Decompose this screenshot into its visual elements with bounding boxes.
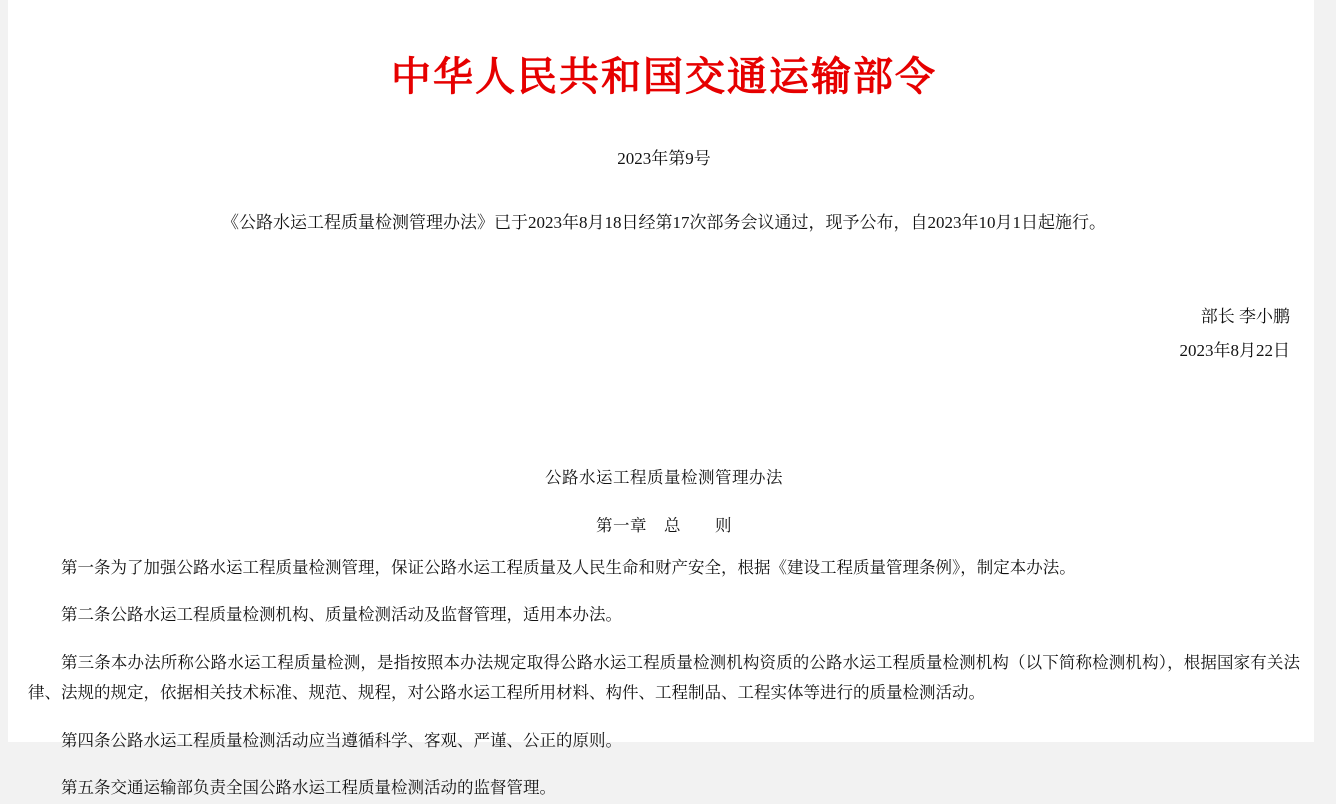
article-paragraph: 第四条公路水运工程质量检测活动应当遵循科学、客观、严谨、公正的原则。 (61, 730, 622, 750)
signature-date: 2023年8月22日 (1179, 340, 1290, 360)
regulation-title: 公路水运工程质量检测管理办法 (545, 467, 783, 487)
article-paragraph: 第五条交通运输部负责全国公路水运工程质量检测活动的监督管理。 (61, 778, 556, 798)
page-right-margin (1314, 0, 1336, 742)
document-number: 2023年第9号 (617, 149, 711, 168)
announcement-paragraph: 《公路水运工程质量检测管理办法》已于2023年8月18日经第17次部务会议通过，现予公布，自2023年10月1日起施行。 (222, 213, 1106, 232)
chapter-title: 第一章 总 则 (596, 515, 732, 535)
article-paragraph: 第三条本办法所称公路水运工程质量检测，是指按照本办法规定取得公路水运工程质量检测机构资质的公路水运工程质量检测机构（以下简称检测机构），根据国家有关法律、法规的规定，依据相关技术标准、规范、规程，对公路水运工程所用材料、构件、工程制品、工程实体等进行的质量检测活动。 (28, 652, 1300, 703)
article-paragraph: 第二条公路水运工程质量检测机构、质量检测活动及监督管理，适用本办法。 (61, 605, 622, 625)
article-paragraph: 第一条为了加强公路水运工程质量检测管理，保证公路水运工程质量及人民生命和财产安全，根据《建设工程质量管理条例》，制定本办法。 (61, 557, 1076, 577)
signature-block (28, 300, 1300, 368)
minister-signature: 部长 李小鹏 (1200, 306, 1290, 326)
page-left-margin (0, 0, 8, 742)
document-title: 中华人民共和国交通运输部令 (391, 54, 937, 99)
document-body (8, 0, 1314, 798)
